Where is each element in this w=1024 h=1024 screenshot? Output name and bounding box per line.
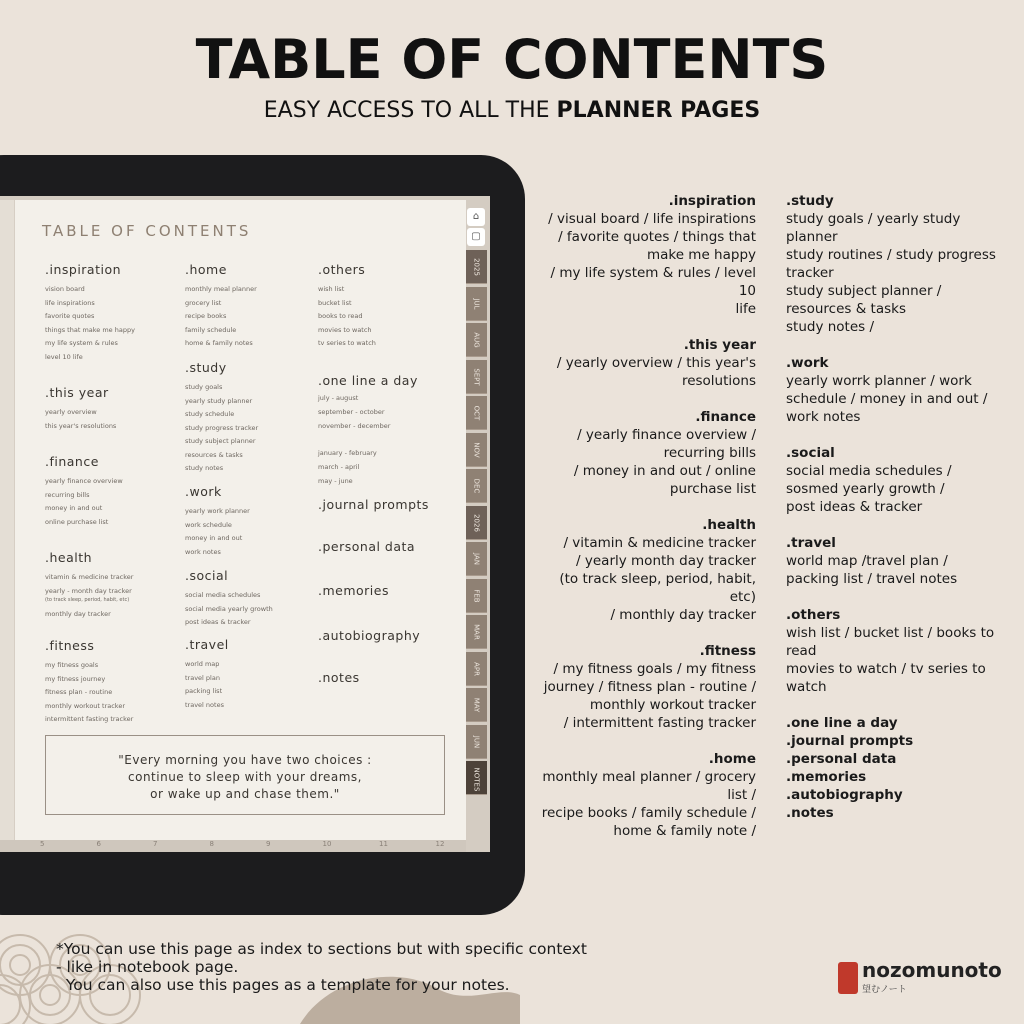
list-line: study goals / yearly study xyxy=(786,211,961,227)
toc-link[interactable]: books to read xyxy=(318,312,363,320)
toc-link[interactable]: study subject planner xyxy=(185,437,256,445)
section-title-social[interactable]: .social xyxy=(185,568,229,583)
tab-label: JAN xyxy=(472,553,481,565)
ruler-number: 10 xyxy=(322,840,332,848)
section-title-home[interactable]: .home xyxy=(185,262,227,277)
list-line: study subject planner / xyxy=(786,283,942,299)
quote-text xyxy=(45,752,445,803)
logo-mark xyxy=(838,962,858,994)
list-line: monthly workout tracker xyxy=(589,697,756,713)
list-spacer xyxy=(786,588,996,606)
list-line: world map /travel plan / xyxy=(786,553,948,569)
section-title-finance[interactable]: .finance xyxy=(45,454,99,469)
quote-line: continue to sleep with your dreams, xyxy=(128,770,362,784)
home-icon[interactable]: ⌂ xyxy=(467,208,485,226)
list-section-title xyxy=(786,606,996,624)
list-line: packing list / travel notes xyxy=(786,571,958,587)
tab-jul[interactable] xyxy=(466,287,487,321)
section-title-this-year[interactable]: .this year xyxy=(45,385,109,400)
list-spacer xyxy=(540,498,756,516)
tab-oct[interactable] xyxy=(466,396,487,430)
list-line: planner xyxy=(786,229,838,245)
list-section-title-text: .journal prompts xyxy=(786,733,914,749)
list-section-title xyxy=(786,192,996,210)
tab-label: NOTES xyxy=(472,767,481,792)
toc-link[interactable]: work notes xyxy=(185,547,221,556)
footer-line: You can also use this pages as a template for your notes. xyxy=(56,976,510,994)
list-line: purchase list xyxy=(669,481,756,497)
section-title-health[interactable]: .health xyxy=(45,550,93,565)
toc-link[interactable]: monthly day tracker xyxy=(45,610,111,618)
toc-link[interactable]: vision board xyxy=(45,285,85,293)
toc-link[interactable]: my fitness journey xyxy=(45,674,106,683)
section-title-work[interactable]: .work xyxy=(185,484,222,499)
toc-link[interactable]: study progress tracker xyxy=(185,423,259,432)
ruler-number: 11 xyxy=(379,840,388,848)
tab-label: FEB xyxy=(472,588,481,603)
section-list-right xyxy=(786,192,996,822)
list-line: home & family note / xyxy=(613,823,756,839)
toc-link[interactable]: yearly finance overview xyxy=(45,477,123,485)
section-title-notes[interactable]: .notes xyxy=(318,670,360,685)
toc-link[interactable]: fitness plan - routine xyxy=(45,688,113,696)
tab-jun[interactable] xyxy=(466,725,487,759)
list-line: yearly worrk planner / work xyxy=(786,373,972,389)
list-line: / intermittent fasting tracker xyxy=(563,715,756,731)
bottom-ruler xyxy=(0,840,466,852)
list-section-title xyxy=(786,444,996,462)
list-line: tracker xyxy=(786,265,834,281)
page-binding xyxy=(0,200,15,840)
list-section-title-text: .social xyxy=(786,445,835,461)
list-line: study notes / xyxy=(786,319,875,335)
tab-sept[interactable] xyxy=(466,360,487,394)
section-title-travel[interactable]: .travel xyxy=(185,637,229,652)
section-title-autobiography[interactable]: .autobiography xyxy=(318,628,421,643)
tab-jan[interactable] xyxy=(466,542,487,576)
list-line: sosmed yearly growth / xyxy=(786,481,945,497)
toc-link[interactable]: social media schedules xyxy=(185,591,261,599)
toc-link[interactable]: family schedule xyxy=(185,325,237,334)
page-title: TABLE OF CONTENTS xyxy=(195,28,829,91)
list-section-title-text: .fitness xyxy=(699,643,756,659)
list-section-title xyxy=(786,786,996,804)
list-section-title-text: .notes xyxy=(786,805,834,821)
list-line: / vitamin & medicine tracker xyxy=(563,535,756,551)
tab-may[interactable] xyxy=(466,688,487,722)
list-section-title-text: .study xyxy=(786,193,834,209)
ruler-number: 12 xyxy=(435,840,445,848)
section-title-personal[interactable]: .personal data xyxy=(318,539,416,554)
toc-link[interactable]: things that make me happy xyxy=(45,325,135,334)
section-title-fitness[interactable]: .fitness xyxy=(45,638,95,653)
toc-link[interactable]: favorite quotes xyxy=(45,312,95,320)
list-line: journey / fitness plan - routine / xyxy=(543,679,756,695)
toc-link[interactable]: january - february xyxy=(318,449,377,457)
list-line: wish list / bucket list / books to xyxy=(786,625,995,641)
list-section-title xyxy=(540,642,756,660)
tab-2026[interactable] xyxy=(466,506,487,540)
section-list-left xyxy=(540,192,756,858)
list-spacer xyxy=(540,624,756,642)
page-subtitle xyxy=(0,98,1024,123)
footer-line: *You can use this page as index to sections but with specific context xyxy=(56,940,587,958)
toc-link[interactable]: recurring bills xyxy=(45,490,90,499)
tab-label: MAY xyxy=(472,697,481,713)
ruler-number: 5 xyxy=(40,840,45,848)
tab-mar[interactable] xyxy=(466,615,487,649)
list-line: post ideas & tracker xyxy=(786,499,923,515)
toc-link[interactable]: monthly meal planner xyxy=(185,285,257,293)
list-line: / yearly finance overview / xyxy=(577,427,756,443)
list-line: read xyxy=(786,643,817,659)
tab-label: NOV xyxy=(472,441,481,458)
list-line: life xyxy=(735,301,756,317)
subtitle-plain: EASY ACCESS TO ALL THE xyxy=(263,98,557,123)
subtitle-bold: PLANNER PAGES xyxy=(556,98,761,123)
toc-link[interactable]: yearly - month day tracker xyxy=(45,587,132,595)
list-line: / favorite quotes / things that xyxy=(558,229,756,245)
toc-link[interactable]: money in and out xyxy=(45,504,103,512)
list-line: list / xyxy=(727,787,756,803)
list-section-title xyxy=(540,516,756,534)
list-spacer xyxy=(540,390,756,408)
tab-label: SEPT xyxy=(472,367,481,386)
toc-link[interactable]: study schedule xyxy=(185,410,235,418)
toc-link[interactable]: monthly workout tracker xyxy=(45,701,126,710)
list-section-title-text: .travel xyxy=(786,535,836,551)
tab-2025[interactable] xyxy=(466,250,487,284)
tab-notes[interactable] xyxy=(466,761,487,795)
toc-link[interactable]: online purchase list xyxy=(45,517,109,526)
list-section-title xyxy=(540,408,756,426)
tab-label: APR xyxy=(472,661,481,676)
toc-link[interactable]: yearly study planner xyxy=(185,396,253,405)
toc-link[interactable]: study goals xyxy=(185,383,223,391)
list-section-title xyxy=(786,534,996,552)
list-section-title xyxy=(540,192,756,210)
toc-link[interactable]: vitamin & medicine tracker xyxy=(45,573,134,581)
list-section-title xyxy=(786,804,996,822)
list-line: study routines / study progress xyxy=(786,247,996,263)
list-section-title-text: .memories xyxy=(786,769,867,785)
list-line: etc) xyxy=(729,589,756,605)
toc-link[interactable]: yearly work planner xyxy=(185,507,250,515)
list-line: / visual board / life inspirations xyxy=(548,211,756,227)
list-section-title-text: .others xyxy=(786,607,841,623)
toc-link[interactable]: social media yearly growth xyxy=(185,604,273,613)
toc-link[interactable]: yearly overview xyxy=(45,408,97,416)
section-title-others[interactable]: .others xyxy=(318,262,366,277)
toc-link[interactable]: resources & tasks xyxy=(185,450,243,459)
toc-link[interactable]: post ideas & tracker xyxy=(185,618,251,626)
list-section-title-text: .finance xyxy=(695,409,756,425)
list-line: resolutions xyxy=(681,373,756,389)
tab-label: OCT xyxy=(472,405,481,421)
toc-link[interactable]: movies to watch xyxy=(318,325,372,334)
toc-link[interactable]: march - april xyxy=(318,463,360,471)
list-line: schedule / money in and out / xyxy=(786,391,988,407)
ruler-number: 7 xyxy=(153,840,158,848)
list-section-title-text: .health xyxy=(702,517,756,533)
toc-link[interactable]: level 10 life xyxy=(45,352,83,361)
toc-link[interactable]: my life system & rules xyxy=(45,339,118,347)
list-section-title-text: .one line a day xyxy=(786,715,898,731)
list-section-title-text: .personal data xyxy=(786,751,897,767)
list-spacer xyxy=(786,336,996,354)
toc-link[interactable]: packing list xyxy=(185,687,223,695)
logo-name: nozomunoto xyxy=(862,958,1002,982)
toc-link[interactable]: study notes xyxy=(185,464,224,472)
toc-link[interactable]: money in and out xyxy=(185,534,243,542)
logo-sub: 望むノート xyxy=(862,985,907,995)
toc-link[interactable]: grocery list xyxy=(185,298,222,307)
toc-link[interactable]: my fitness goals xyxy=(45,661,99,669)
list-line: / monthly day tracker xyxy=(610,607,756,623)
list-line: (to track sleep, period, habit, xyxy=(559,571,756,587)
ruler-number: 9 xyxy=(266,840,271,848)
list-section-title xyxy=(786,714,996,732)
list-line: work notes xyxy=(786,409,861,425)
list-section-title-text: .this year xyxy=(683,337,756,353)
toc-link[interactable]: world map xyxy=(185,660,220,668)
tab-label: JUN xyxy=(472,735,481,748)
toc-link[interactable]: november - december xyxy=(318,422,391,430)
tab-label: 2025 xyxy=(472,258,481,276)
list-section-title xyxy=(786,732,996,750)
ruler-number: 6 xyxy=(96,840,101,848)
tab-label: MAR xyxy=(472,624,481,640)
list-section-title xyxy=(786,354,996,372)
list-line: monthly meal planner / grocery xyxy=(542,769,756,785)
list-section-title-text: .inspiration xyxy=(668,193,756,209)
tab-label: DEC xyxy=(472,478,481,494)
tab-label: 2026 xyxy=(472,513,481,532)
list-spacer xyxy=(786,426,996,444)
toc-link[interactable]: wish list xyxy=(318,285,345,293)
quote-line: or wake up and chase them." xyxy=(150,787,340,801)
list-section-title-text: .work xyxy=(786,355,829,371)
toc-link[interactable]: tv series to watch xyxy=(318,339,376,347)
list-line: movies to watch / tv series to xyxy=(786,661,986,677)
tab-label: JUL xyxy=(472,297,481,310)
toc-link[interactable]: september - october xyxy=(318,408,385,416)
list-line: / money in and out / online xyxy=(573,463,756,479)
toc-link[interactable]: july - august xyxy=(318,394,359,402)
list-section-title xyxy=(786,750,996,768)
tab-label: AUG xyxy=(472,332,481,348)
list-spacer xyxy=(786,696,996,714)
section-title-journal[interactable]: .journal prompts xyxy=(318,497,429,512)
list-spacer xyxy=(540,840,756,858)
list-line: recurring bills xyxy=(663,445,756,461)
list-section-title xyxy=(786,768,996,786)
footer-line: - like in notebook page. xyxy=(56,958,239,976)
list-line: recipe books / family schedule / xyxy=(541,805,756,821)
tab-feb[interactable] xyxy=(466,579,487,613)
list-section-title-text: .home xyxy=(708,751,756,767)
toc-link[interactable]: recipe books xyxy=(185,312,227,320)
section-title-inspiration[interactable]: .inspiration xyxy=(45,262,122,277)
list-spacer xyxy=(786,516,996,534)
square-icon[interactable]: ▢ xyxy=(467,228,485,246)
toc-link[interactable]: work schedule xyxy=(185,520,232,529)
tab-aug[interactable] xyxy=(466,323,487,357)
section-title-study[interactable]: .study xyxy=(185,360,227,375)
toc-link[interactable]: travel plan xyxy=(185,673,220,682)
footer-note xyxy=(56,940,587,994)
quote-line: "Every morning you have two choices : xyxy=(118,753,372,767)
list-section-title xyxy=(540,750,756,768)
toc-link[interactable]: intermittent fasting tracker xyxy=(45,715,134,723)
toc-link[interactable]: travel notes xyxy=(185,700,224,709)
section-title-memories[interactable]: .memories xyxy=(318,583,389,598)
section-title-one-line-a-day[interactable]: .one line a day xyxy=(318,373,418,388)
list-line: watch xyxy=(786,679,827,695)
list-spacer xyxy=(540,732,756,750)
tab-dec[interactable] xyxy=(466,469,487,503)
list-line: / my fitness goals / my fitness xyxy=(553,661,756,677)
list-line: make me happy xyxy=(646,247,756,263)
toc-link[interactable]: bucket list xyxy=(318,298,352,307)
tab-apr[interactable] xyxy=(466,652,487,686)
toc-heading: TABLE OF CONTENTS xyxy=(42,222,252,240)
toc-link[interactable]: life inspirations xyxy=(45,298,95,307)
tab-nov[interactable] xyxy=(466,433,487,467)
ruler-number: 8 xyxy=(209,840,214,848)
toc-link[interactable]: home & family notes xyxy=(185,339,253,347)
toc-link[interactable]: this year's resolutions xyxy=(45,421,117,430)
list-line: / yearly overview / this year's xyxy=(556,355,756,371)
toc-link[interactable]: (to track sleep, period, habit, etc) xyxy=(45,597,130,603)
list-line: resources & tasks xyxy=(786,301,906,317)
list-line: / yearly month day tracker xyxy=(576,553,756,569)
list-line: social media schedules / xyxy=(786,463,952,479)
list-section-title-text: .autobiography xyxy=(786,787,903,803)
list-section-title xyxy=(540,336,756,354)
list-line: / my life system & rules / level 10 xyxy=(550,265,756,299)
list-spacer xyxy=(540,318,756,336)
toc-link[interactable]: may - june xyxy=(318,477,353,485)
